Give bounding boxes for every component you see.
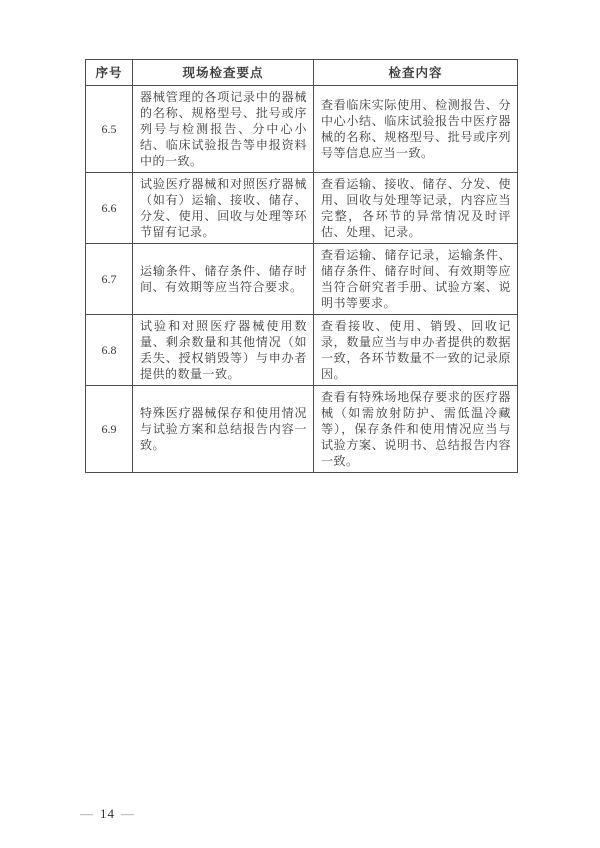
row-seq: 6.6 xyxy=(86,173,133,244)
row-key-points: 特殊医疗器械保存和使用情况与试验方案和总结报告内容一致。 xyxy=(133,386,314,473)
table-row xyxy=(86,244,518,315)
row-content: 查看接收、使用、销毁、回收记录，数量应当与申办者提供的数据一致，各环节数量不一致的记录原因。 xyxy=(314,315,518,386)
row-seq: 6.8 xyxy=(86,315,133,386)
row-content: 查看临床实际使用、检测报告、分中心小结、临床试验报告中医疗器械的名称、规格型号、批号或序列号等信息应当一致。 xyxy=(314,86,518,173)
row-seq: 6.5 xyxy=(86,86,133,173)
table-row xyxy=(86,386,518,473)
row-seq: 6.9 xyxy=(86,386,133,473)
table-row xyxy=(86,315,518,386)
footer-right-dash: — xyxy=(121,806,135,821)
row-seq: 6.7 xyxy=(86,244,133,315)
row-content: 查看运输、储存记录，运输条件、储存条件、储存时间、有效期等应当符合研究者手册、试验方案、说明书等要求。 xyxy=(314,244,518,315)
header-key-points: 现场检查要点 xyxy=(133,60,314,86)
row-key-points: 试验医疗器械和对照医疗器械（如有）运输、接收、储存、分发、使用、回收与处理等环节留有记录。 xyxy=(133,173,314,244)
row-content: 查看有特殊场地保存要求的医疗器械（如需放射防护、需低温冷藏等），保存条件和使用情况应当与试验方案、说明书、总结报告内容一致。 xyxy=(314,386,518,473)
footer-left-dash: — xyxy=(80,806,94,821)
table-row xyxy=(86,86,518,173)
inspection-table xyxy=(85,59,518,473)
footer-page-number: 14 xyxy=(100,806,115,821)
page-footer xyxy=(74,806,141,822)
table-header-row xyxy=(86,60,518,86)
header-content: 检查内容 xyxy=(314,60,518,86)
table-row xyxy=(86,173,518,244)
row-key-points: 运输条件、储存条件、储存时间、有效期等应当符合要求。 xyxy=(133,244,314,315)
row-content: 查看运输、接收、储存、分发、使用、回收与处理等记录，内容应当完整，各环节的异常情况及时评估、处理、记录。 xyxy=(314,173,518,244)
header-seq: 序号 xyxy=(86,60,133,86)
row-key-points: 器械管理的各项记录中的器械的名称、规格型号、批号或序列号与检测报告、分中心小结、临床试验报告等申报资料中的一致。 xyxy=(133,86,314,173)
row-key-points: 试验和对照医疗器械使用数量、剩余数量和其他情况（如丢失、授权销毁等）与申办者提供的数量一致。 xyxy=(133,315,314,386)
